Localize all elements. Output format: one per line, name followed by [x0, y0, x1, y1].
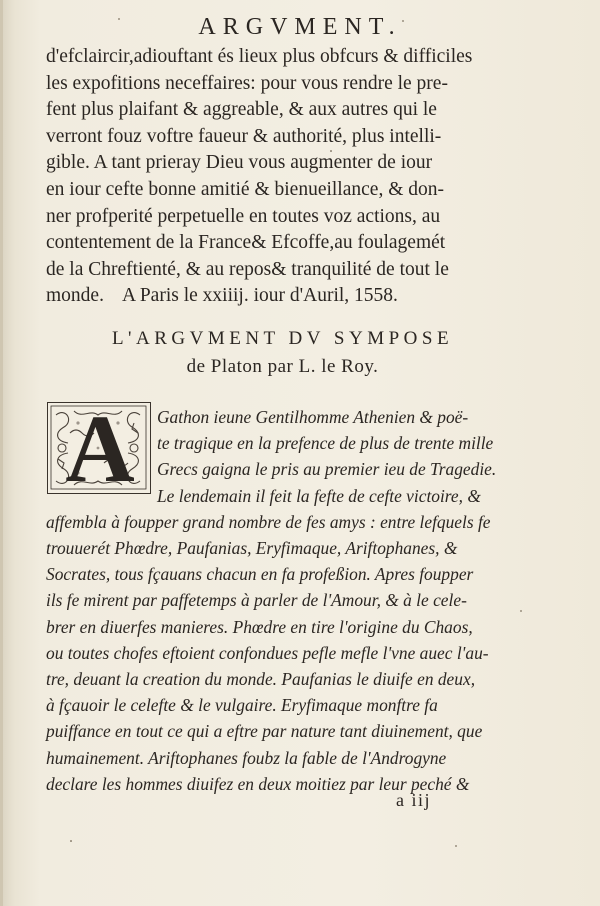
argument-line: Gathon ieune Gentilhomme Athenien & poë-	[157, 407, 469, 427]
dedication-line	[46, 283, 501, 310]
argument-line: ils fe mirent par paffetemps à parler de l'Amour, & à le cele-	[46, 590, 467, 611]
section-title: L'ARGVMENT DV SYMPOSE	[111, 328, 454, 349]
dedication-line: verront fouz voftre faueur & authorité, plus intelli-	[46, 125, 442, 147]
signature-mark: a iij	[396, 790, 431, 810]
dedication-closing-word: monde.	[46, 285, 104, 307]
argument-line: ou toutes chofes eftoient confondues pefle mefle l'vne auec l'au-	[46, 642, 489, 663]
argument-line: trouuerét Phœdre, Paufanias, Eryfimaque, Ariftophanes, &	[46, 538, 458, 559]
argument-line: Grecs gaigna le pris au premier ieu de Tragedie.	[157, 459, 497, 480]
argument-line: puiffance en tout ce qui a eftre par nature tant diuinement, que	[46, 721, 483, 742]
argument-line: te tragique en la prefence de plus de trente mille	[157, 433, 494, 454]
argument-line: tre, deuant la creation du monde. Paufanias le diuife en deux,	[46, 669, 476, 690]
dedication-line: de la Chreftienté, & au repos& tranquilité de tout le	[46, 258, 449, 280]
dedication-line: ner profperité perpetuelle en toutes voz actions, au	[46, 205, 441, 227]
dedication-line: les expofitions neceffaires: pour vous rendre le pre-	[46, 72, 448, 94]
argument-line: Le lendemain il feit la fefte de cefte victoire, &	[157, 485, 481, 506]
dedication-line: fent plus plaifant & aggreable, & aux autres qui le	[46, 99, 437, 121]
argument-line: declare les hommes diuifez en deux moitiez par leur peché &	[46, 773, 470, 794]
argument-line: Socrates, tous fçauans chacun en fa profeßion. Apres foupper	[46, 564, 474, 585]
dropcap-letter: A	[65, 395, 135, 502]
argument-text	[46, 404, 498, 797]
dedication-date: A Paris le xxiiij. iour d'Auril, 1558.	[121, 285, 398, 307]
argument-line: affembla à foupper grand nombre de fes amys : entre lefquels fe	[46, 511, 491, 532]
argument-line: humainement. Ariftophanes foubz la fable de l'Androgyne	[46, 747, 447, 768]
dedication-line: d'efclaircir,adiouftant és lieux plus obfcurs & difficiles	[46, 46, 473, 67]
dedication-text	[46, 44, 501, 310]
dedication-line: contentement de la France& Efcoffe,au foulagemét	[46, 232, 446, 254]
dedication-line: en iour cefte bonne amitié & bienueillance, & don-	[46, 178, 444, 200]
page-gutter	[0, 0, 3, 906]
running-head: ARGVMENT.	[198, 14, 402, 40]
argument-line: brer en diuerfes manieres. Phœdre en tire l'origine du Chaos,	[46, 616, 473, 637]
section-subtitle: de Platon par L. le Roy.	[186, 356, 379, 377]
argument-line: à fçauoir le celefte & le vulgaire. Eryfimaque monftre fa	[46, 695, 438, 716]
dedication-line: gible. A tant prieray Dieu vous augmenter de iour	[46, 152, 433, 174]
